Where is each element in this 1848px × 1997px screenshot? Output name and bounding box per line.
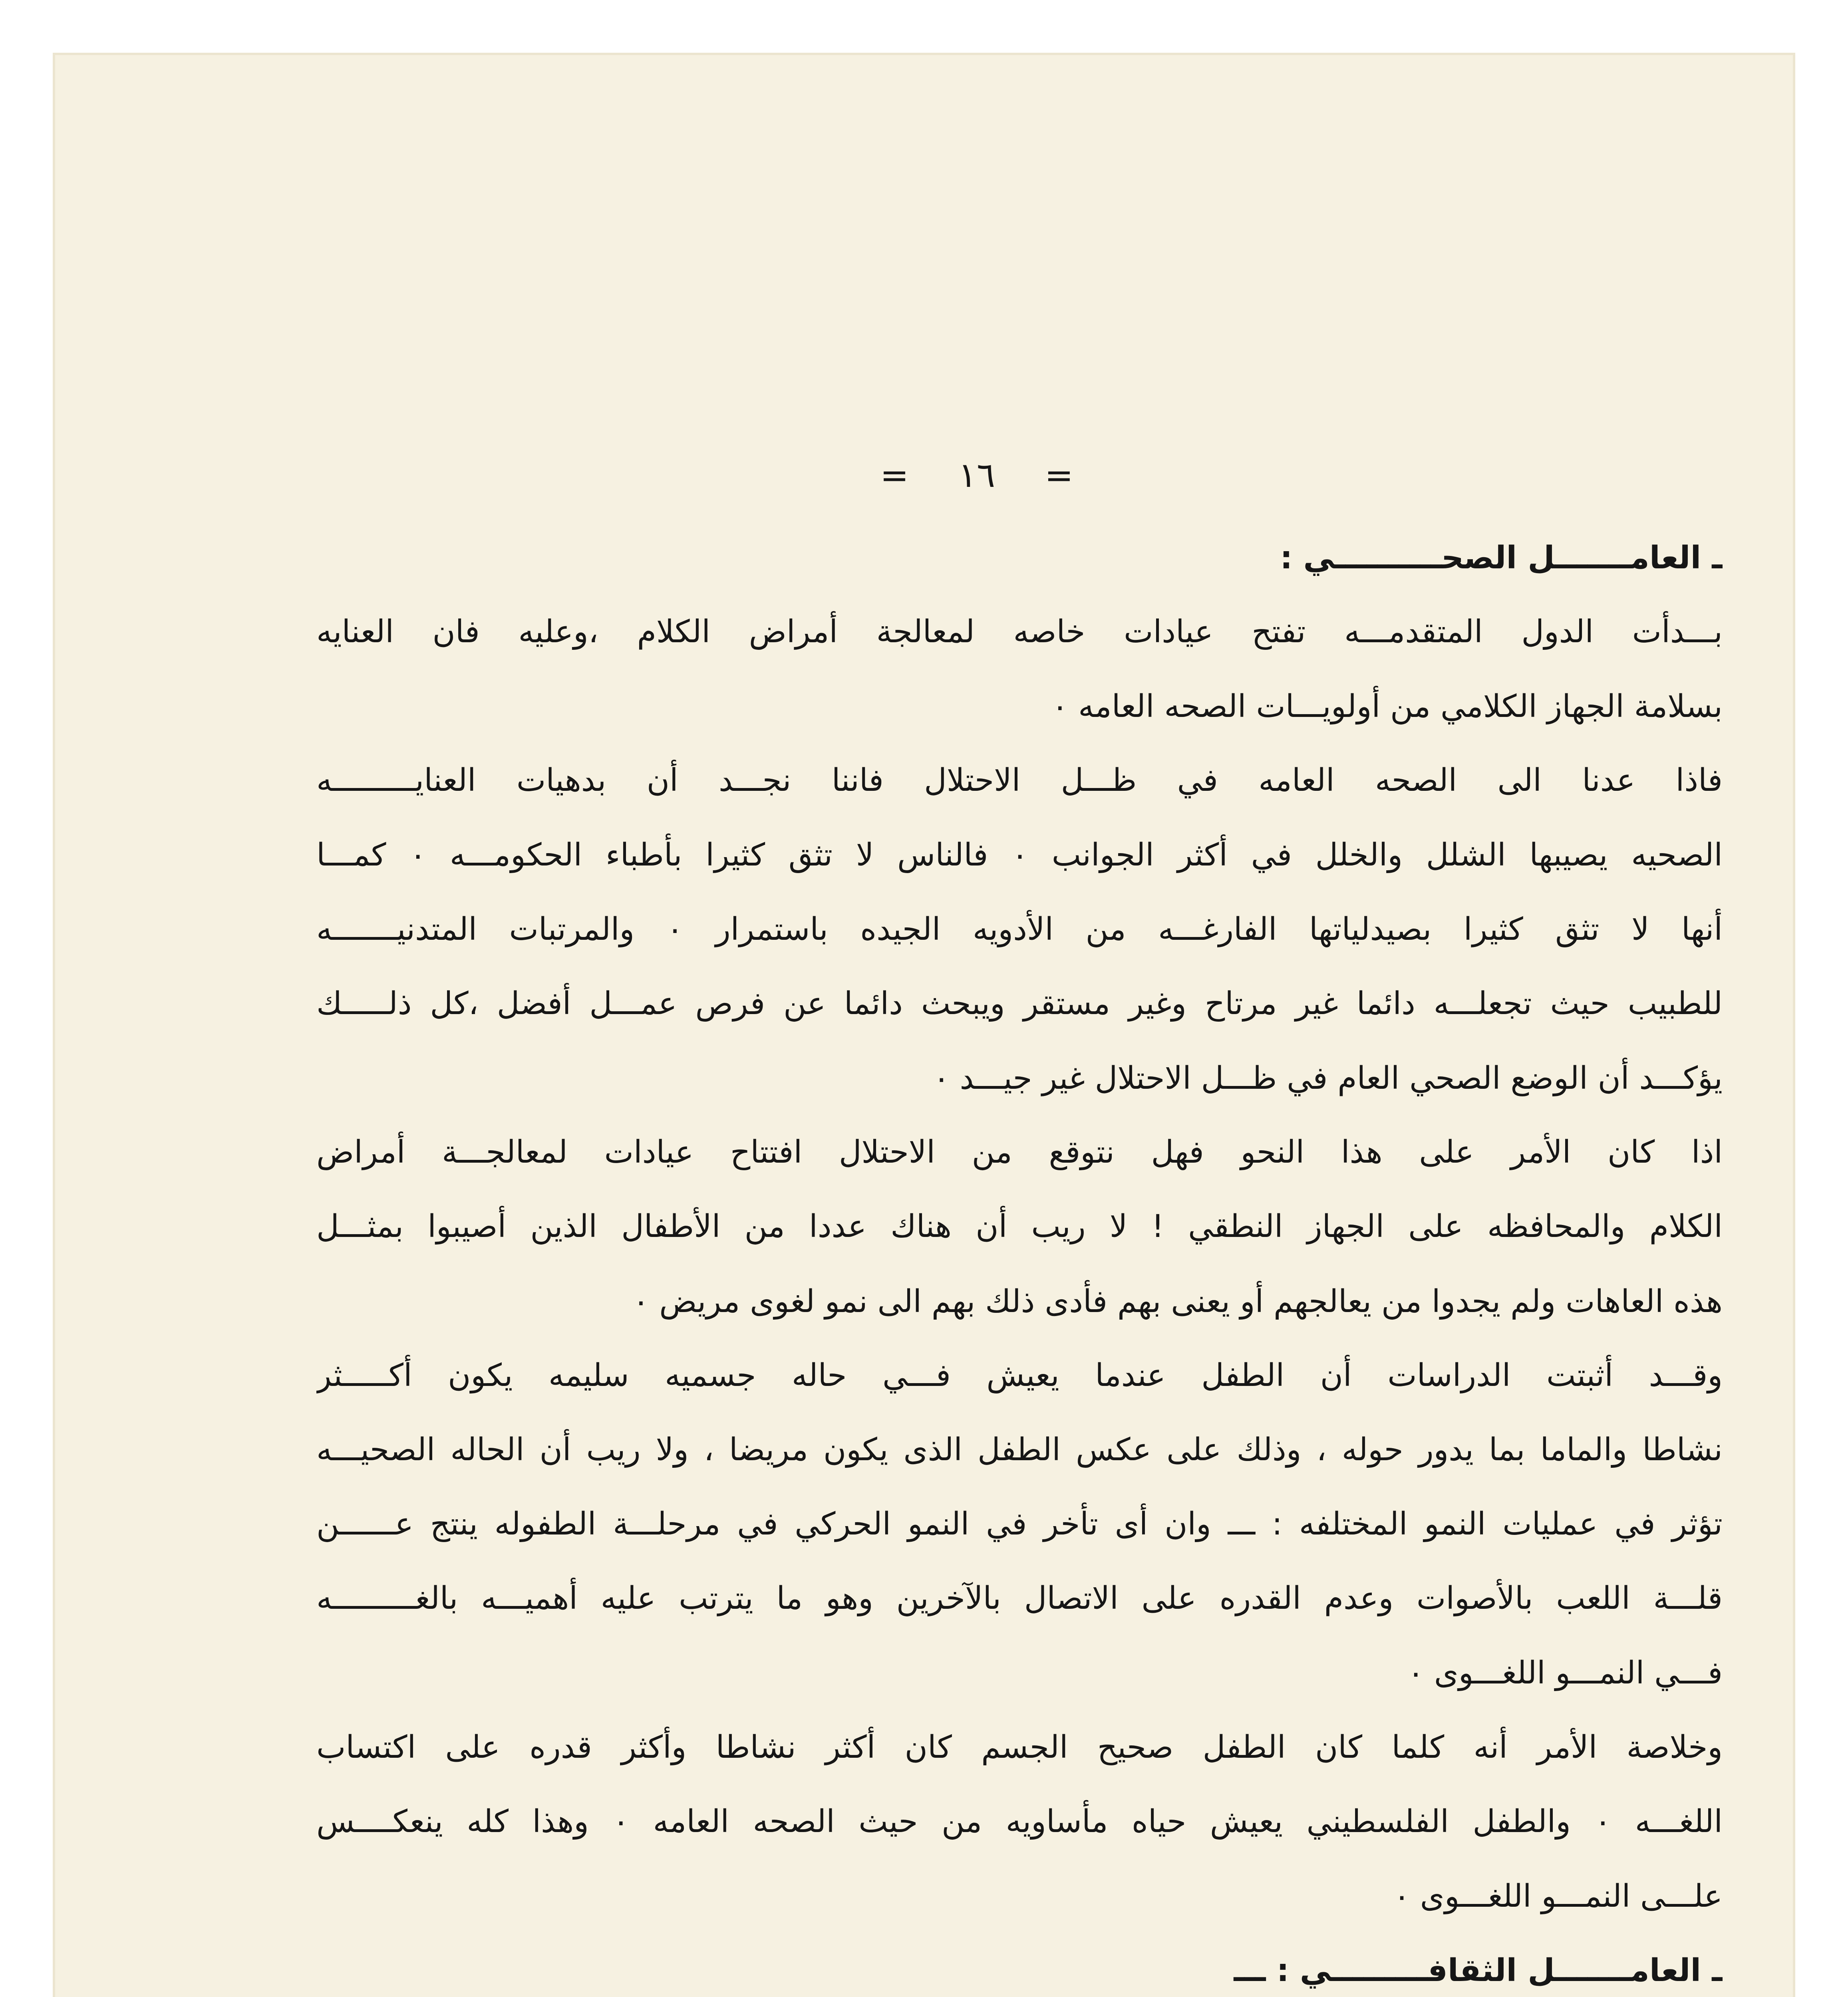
text-line: اللغـــه ٠ والطفل الفلسطيني يعيش حياه مأساويه من حيث الصحه العامه ٠ وهذا كله ينعكــــس (316, 1804, 1723, 1840)
text-line: يؤكـــد أن الوضع الصحي العام في ظـــل الاحتلال غير جيـــد ٠ (933, 1060, 1723, 1096)
text-line: نشاطا والماما بما يدور حوله ، وذلك على عكس الطفل الذى يكون مريضا ، ولا ريب أن الحاله الصحيـــه (316, 1432, 1723, 1468)
section-heading-health-factor: ـ العامـــــــل الصحــــــــــي : (1280, 540, 1723, 576)
page-number-header (880, 443, 1073, 507)
text-line: الصحيه يصيبها الشلل والخلل في أكثر الجوانب ٠ فالناس لا تثق كثيرا بأطباء الحكومـــه ٠ كمـــا (316, 837, 1723, 873)
text-line: تؤثر في عمليات النمو المختلفه : ـــ وان أى تأخر في النمو الحركي في مرحلـــة الطفوله ينتج عــــــن (316, 1506, 1723, 1542)
body-text (316, 526, 1723, 1997)
text-line: للطبيب حيث تجعلـــه دائما غير مرتاح وغير مستقر ويبحث دائما عن فرص عمـــل أفضل ،كل ذلـــــك (316, 986, 1723, 1022)
document-page (53, 53, 1795, 1997)
page-number-left-marker: = (880, 455, 909, 495)
text-line: فاذا عدنا الى الصحه العامه في ظـــل الاحتلال فاننا نجـــد أن بدهيات العنايـــــــــه (316, 762, 1723, 798)
page-number-right-marker: = (1044, 455, 1073, 495)
text-line: وخلاصة الأمر أنه كلما كان الطفل صحيح الجسم كان أكثر نشاطا وأكثر قدره على اكتساب (316, 1729, 1723, 1765)
text-line: هذه العاهات ولم يجدوا من يعالجهم أو يعنى بهم فأدى ذلك بهم الى نمو لغوى مريض ٠ (632, 1284, 1723, 1320)
page-number: ١٦ (958, 455, 996, 495)
text-line: وقـــد أثبتت الدراسات أن الطفل عندما يعيش فـــي حاله جسميه سليمه يكون أكـــــثر (316, 1358, 1723, 1394)
text-line: علـــى النمـــو اللغـــوى ٠ (1393, 1878, 1723, 1914)
text-line: فـــي النمـــو اللغـــوى ٠ (1407, 1655, 1723, 1691)
text-line: بـــدأت الدول المتقدمـــه تفتح عيادات خاصه لمعالجة أمراض الكلام ،وعليه فان العنايه (316, 614, 1723, 650)
text-line: اذا كان الأمر على هذا النحو فهل نتوقع من الاحتلال افتتاح عيادات لمعالجـــة أمراض (316, 1134, 1723, 1170)
text-line: بسلامة الجهاز الكلامي من أولويـــات الصحه العامه ٠ (1051, 689, 1723, 725)
text-line: أنها لا تثق كثيرا بصيدلياتها الفارغـــه من الأدويه الجيده باستمرار ٠ والمرتبات المتدنيـــــــه (316, 911, 1723, 947)
text-line: الكلام والمحافظه على الجهاز النطقي ! لا ريب أن هناك عددا من الأطفال الذين أصيبوا بمثـــل (316, 1209, 1723, 1245)
section-heading-cultural-factor: ـ العامـــــــل الثقافـــــــــي : ـــ (1234, 1953, 1723, 1989)
text-line: قلـــة اللعب بالأصوات وعدم القدره على الاتصال بالآخرين وهو ما يترتب عليه أهميـــه بالغـــــــــه (316, 1580, 1723, 1616)
